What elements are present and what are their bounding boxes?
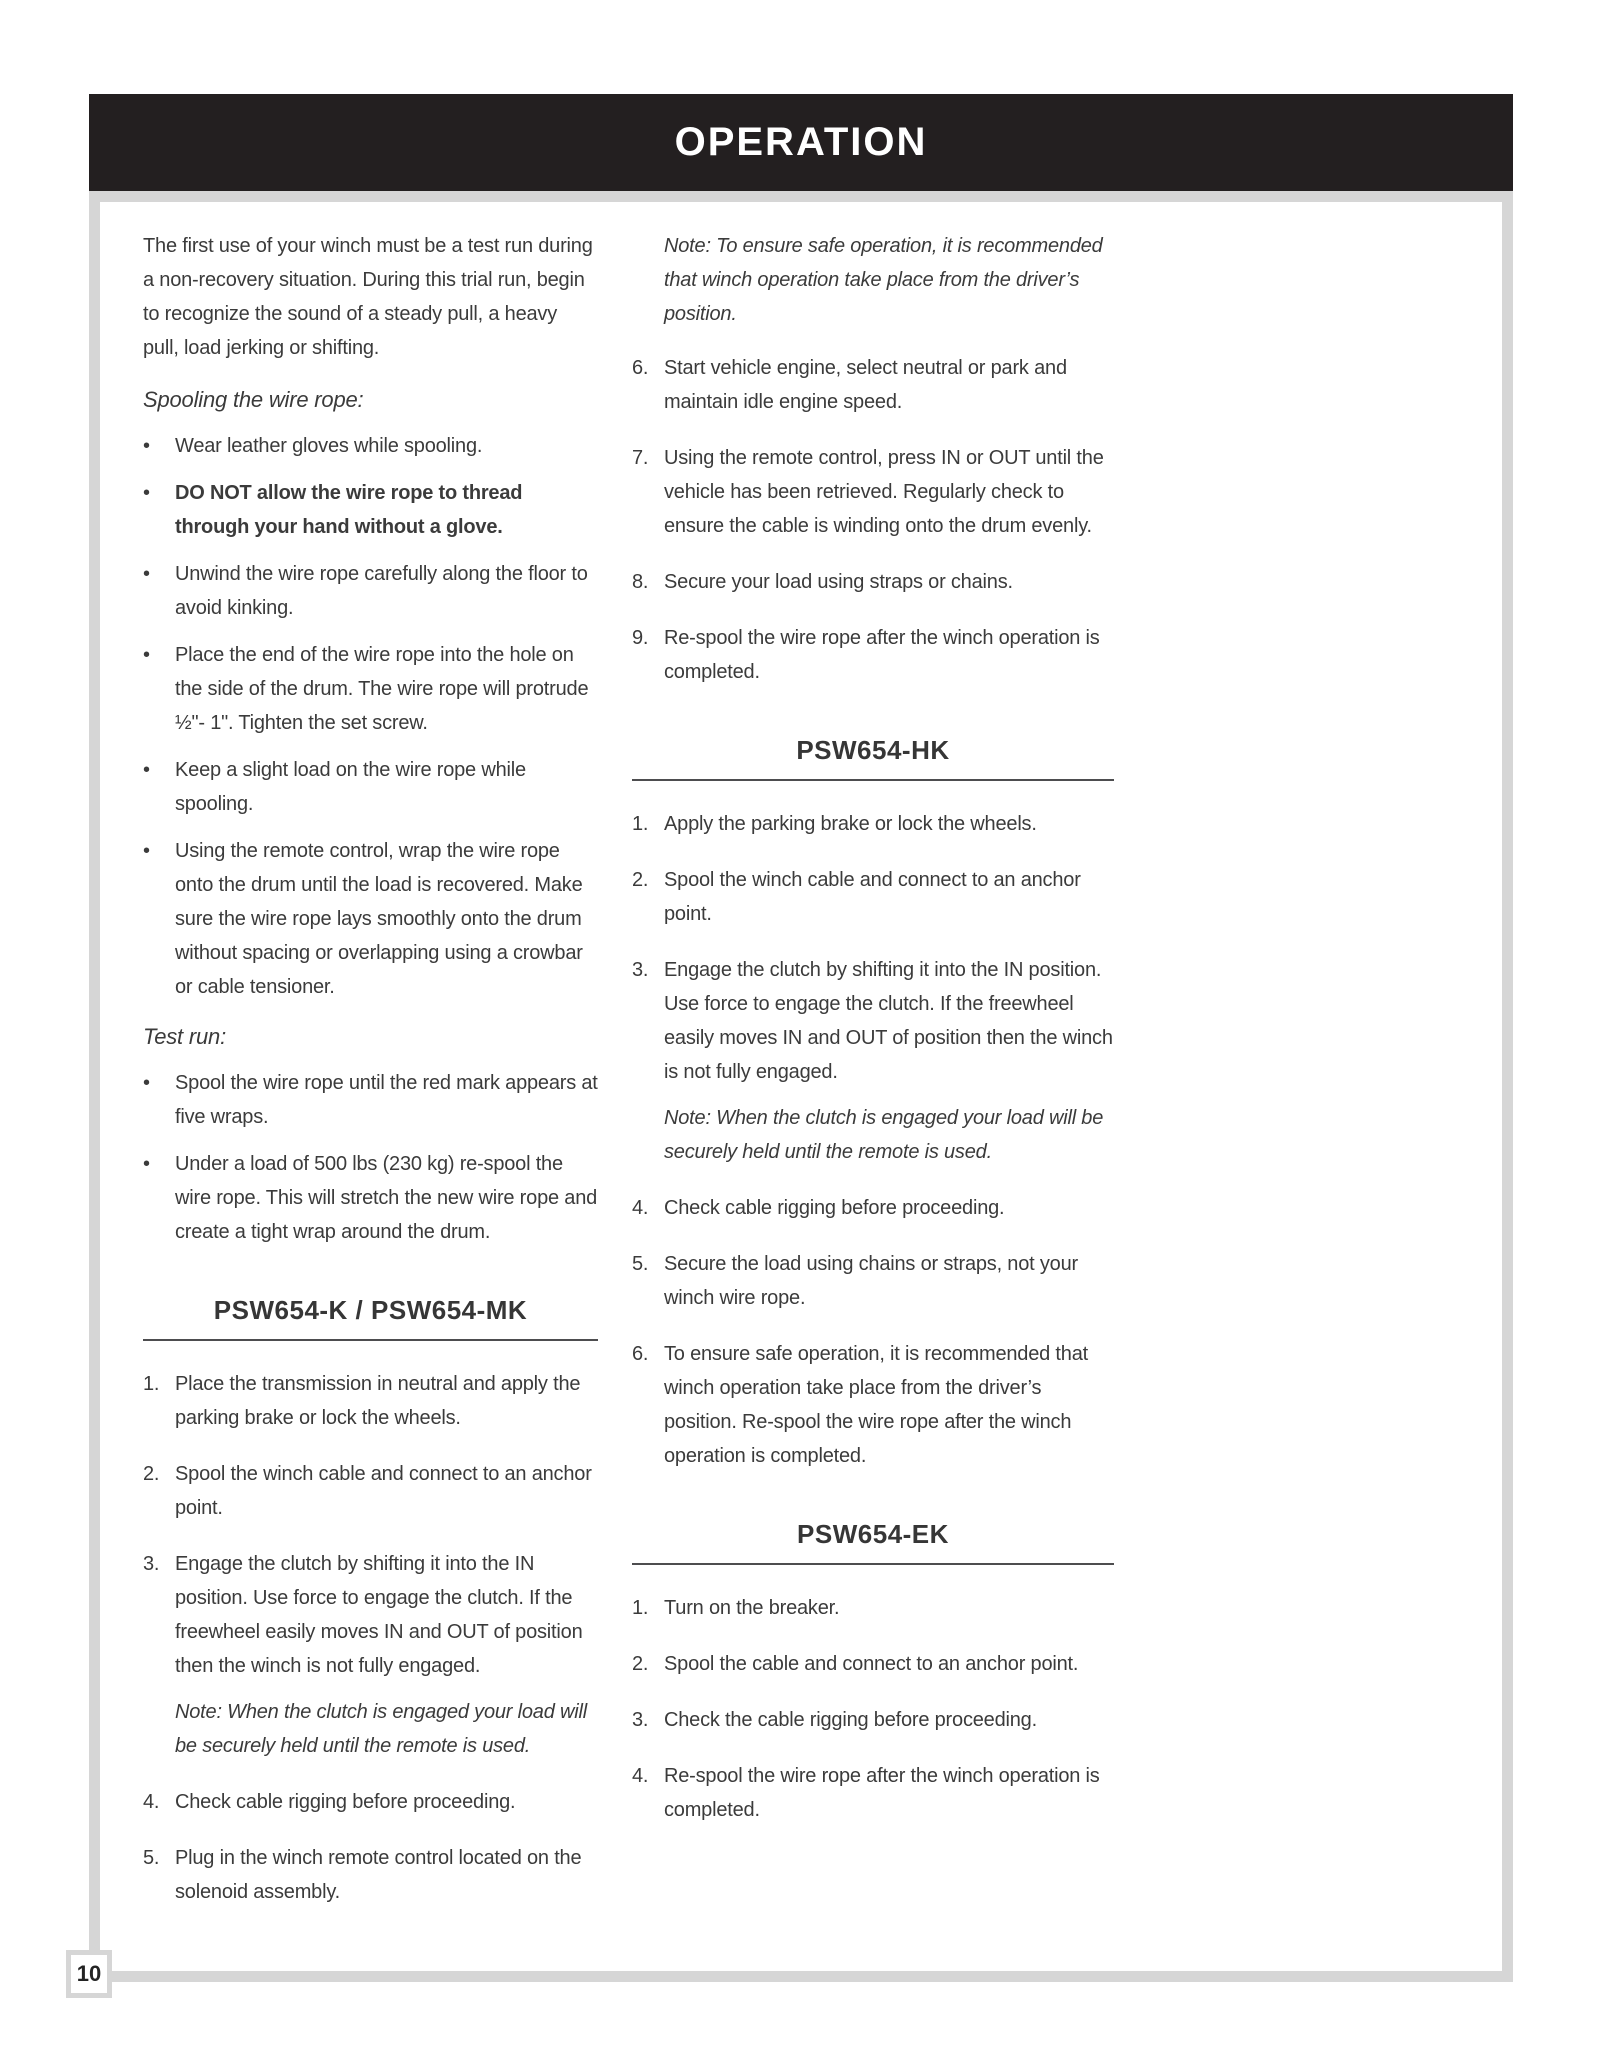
bullet-item bbox=[143, 476, 598, 544]
step-text: To ensure safe operation, it is recommended that winch operation take place from the driver’s position. Re-spool the wire rope after the winch operation is completed. bbox=[664, 1343, 1088, 1467]
psw654-k-mk-steps bbox=[143, 1367, 598, 1909]
bullet-text: Place the end of the wire rope into the hole on the side of the drum. The wire rope will protrude ½"- 1". Tighten the set screw. bbox=[175, 644, 589, 734]
step-text bbox=[664, 953, 1114, 1169]
bullet-text: Using the remote control, wrap the wire rope onto the drum until the load is recovered. Make sure the wire rope lays smoothly onto the drum without spacing or overlapping using a crowbar or cable tensioner. bbox=[175, 840, 583, 998]
step-item bbox=[632, 351, 1114, 419]
bullet-item bbox=[143, 834, 598, 1004]
step-item bbox=[632, 621, 1114, 689]
step-number: 3. bbox=[632, 959, 649, 981]
step-text: Spool the cable and connect to an anchor point. bbox=[664, 1653, 1079, 1675]
step-item bbox=[632, 1591, 1114, 1625]
bullet-text: DO NOT allow the wire rope to thread through your hand without a glove. bbox=[175, 482, 523, 538]
step-note: Note: When the clutch is engaged your load will be securely held until the remote is used. bbox=[664, 1107, 1104, 1163]
step-number: 5. bbox=[632, 1253, 649, 1275]
safety-note: Note: To ensure safe operation, it is recommended that winch operation take place from the driver’s position. bbox=[664, 235, 1103, 325]
test-run-subheading: Test run: bbox=[143, 1024, 226, 1049]
bullet-text: Keep a slight load on the wire rope while spooling. bbox=[175, 759, 526, 815]
step-number: 2. bbox=[632, 869, 649, 891]
bullet-item bbox=[143, 1147, 598, 1249]
step-number: 2. bbox=[632, 1653, 649, 1675]
step-item bbox=[632, 953, 1114, 1169]
page-number bbox=[66, 1950, 112, 1998]
step-text: Re-spool the wire rope after the winch operation is completed. bbox=[664, 627, 1100, 683]
step-item bbox=[143, 1785, 598, 1819]
bullet-item bbox=[143, 638, 598, 740]
step-item bbox=[632, 441, 1114, 543]
step-text: Start vehicle engine, select neutral or park and maintain idle engine speed. bbox=[664, 357, 1067, 413]
bullet-icon: • bbox=[143, 1072, 150, 1094]
step-item bbox=[632, 1647, 1114, 1681]
step-text: Spool the winch cable and connect to an anchor point. bbox=[664, 869, 1081, 925]
step-item bbox=[632, 1337, 1114, 1473]
step-item bbox=[632, 565, 1114, 599]
step-item bbox=[632, 1703, 1114, 1737]
step-note: Note: When the clutch is engaged your load will be securely held until the remote is used. bbox=[175, 1701, 587, 1757]
bullet-icon: • bbox=[143, 840, 150, 862]
bullet-icon: • bbox=[143, 435, 150, 457]
step-number: 1. bbox=[632, 813, 649, 835]
step-text: Secure your load using straps or chains. bbox=[664, 571, 1013, 593]
bullet-icon: • bbox=[143, 482, 150, 504]
step-number: 5. bbox=[143, 1847, 160, 1869]
step-text-body: Engage the clutch by shifting it into the IN position. Use force to engage the clutch. If the freewheel easily moves IN and OUT of position then the winch is not fully engaged. bbox=[175, 1553, 583, 1677]
spooling-bullet-list bbox=[143, 429, 598, 1004]
step-text bbox=[175, 1547, 598, 1763]
step-text: Place the transmission in neutral and apply the parking brake or lock the wheels. bbox=[175, 1373, 581, 1429]
psw654-hk-steps bbox=[632, 807, 1114, 1473]
page-header bbox=[89, 94, 1513, 191]
step-number: 6. bbox=[632, 357, 649, 379]
bullet-item bbox=[143, 557, 598, 625]
page-title: OPERATION bbox=[674, 120, 928, 164]
step-number: 7. bbox=[632, 447, 649, 469]
page-number-value: 10 bbox=[76, 1961, 102, 1986]
step-number: 4. bbox=[632, 1197, 649, 1219]
bullet-item bbox=[143, 753, 598, 821]
step-text: Secure the load using chains or straps, not your winch wire rope. bbox=[664, 1253, 1078, 1309]
step-text: Check the cable rigging before proceeding. bbox=[664, 1709, 1037, 1731]
step-item bbox=[632, 863, 1114, 931]
bullet-text: Wear leather gloves while spooling. bbox=[175, 435, 483, 457]
left-column bbox=[143, 229, 598, 1931]
step-text: Turn on the breaker. bbox=[664, 1597, 840, 1619]
step-item bbox=[143, 1457, 598, 1525]
step-text: Check cable rigging before proceeding. bbox=[664, 1197, 1005, 1219]
step-item bbox=[632, 1191, 1114, 1225]
step-text: Using the remote control, press IN or OUT until the vehicle has been retrieved. Regularly check to ensure the cable is winding onto the drum evenly. bbox=[664, 447, 1104, 537]
step-number: 8. bbox=[632, 571, 649, 593]
step-text: Apply the parking brake or lock the wheels. bbox=[664, 813, 1037, 835]
step-item bbox=[632, 1247, 1114, 1315]
step-text: Plug in the winch remote control located on the solenoid assembly. bbox=[175, 1847, 582, 1903]
step-number: 3. bbox=[143, 1553, 160, 1575]
bullet-text: Unwind the wire rope carefully along the floor to avoid kinking. bbox=[175, 563, 588, 619]
spooling-subheading: Spooling the wire rope: bbox=[143, 387, 364, 412]
step-number: 4. bbox=[632, 1765, 649, 1787]
step-item bbox=[143, 1367, 598, 1435]
bullet-item bbox=[143, 429, 598, 463]
bullet-item bbox=[143, 1066, 598, 1134]
step-item bbox=[632, 1759, 1114, 1827]
section-heading-psw654-k-mk: PSW654-K / PSW654-MK bbox=[143, 1293, 598, 1341]
step-text-body: Engage the clutch by shifting it into the IN position. Use force to engage the clutch. If the freewheel easily moves IN and OUT of position then the winch is not fully engaged. bbox=[664, 959, 1113, 1083]
bullet-icon: • bbox=[143, 563, 150, 585]
step-item bbox=[143, 1841, 598, 1909]
step-item bbox=[632, 807, 1114, 841]
step-number: 2. bbox=[143, 1463, 160, 1485]
bullet-text: Under a load of 500 lbs (230 kg) re-spool the wire rope. This will stretch the new wire rope and create a tight wrap around the drum. bbox=[175, 1153, 598, 1243]
test-run-bullet-list bbox=[143, 1066, 598, 1249]
step-number: 6. bbox=[632, 1343, 649, 1365]
bullet-icon: • bbox=[143, 759, 150, 781]
step-number: 1. bbox=[143, 1373, 160, 1395]
intro-paragraph: The first use of your winch must be a test run during a non-recovery situation. During this trial run, begin to recognize the sound of a steady pull, a heavy pull, load jerking or shifting. bbox=[143, 235, 593, 359]
section-heading-psw654-ek: PSW654-EK bbox=[632, 1517, 1114, 1565]
step-number: 4. bbox=[143, 1791, 160, 1813]
step-text: Check cable rigging before proceeding. bbox=[175, 1791, 516, 1813]
step-text: Spool the winch cable and connect to an anchor point. bbox=[175, 1463, 592, 1519]
psw654-ek-steps bbox=[632, 1591, 1114, 1827]
step-number: 1. bbox=[632, 1597, 649, 1619]
step-text: Re-spool the wire rope after the winch operation is completed. bbox=[664, 1765, 1100, 1821]
bullet-icon: • bbox=[143, 644, 150, 666]
bullet-text: Spool the wire rope until the red mark appears at five wraps. bbox=[175, 1072, 598, 1128]
bullet-icon: • bbox=[143, 1153, 150, 1175]
right-column bbox=[632, 229, 1114, 1849]
step-item bbox=[143, 1547, 598, 1763]
step-number: 9. bbox=[632, 627, 649, 649]
section-heading-psw654-hk: PSW654-HK bbox=[632, 733, 1114, 781]
step-number: 3. bbox=[632, 1709, 649, 1731]
psw654-k-mk-steps-continued bbox=[632, 351, 1114, 689]
